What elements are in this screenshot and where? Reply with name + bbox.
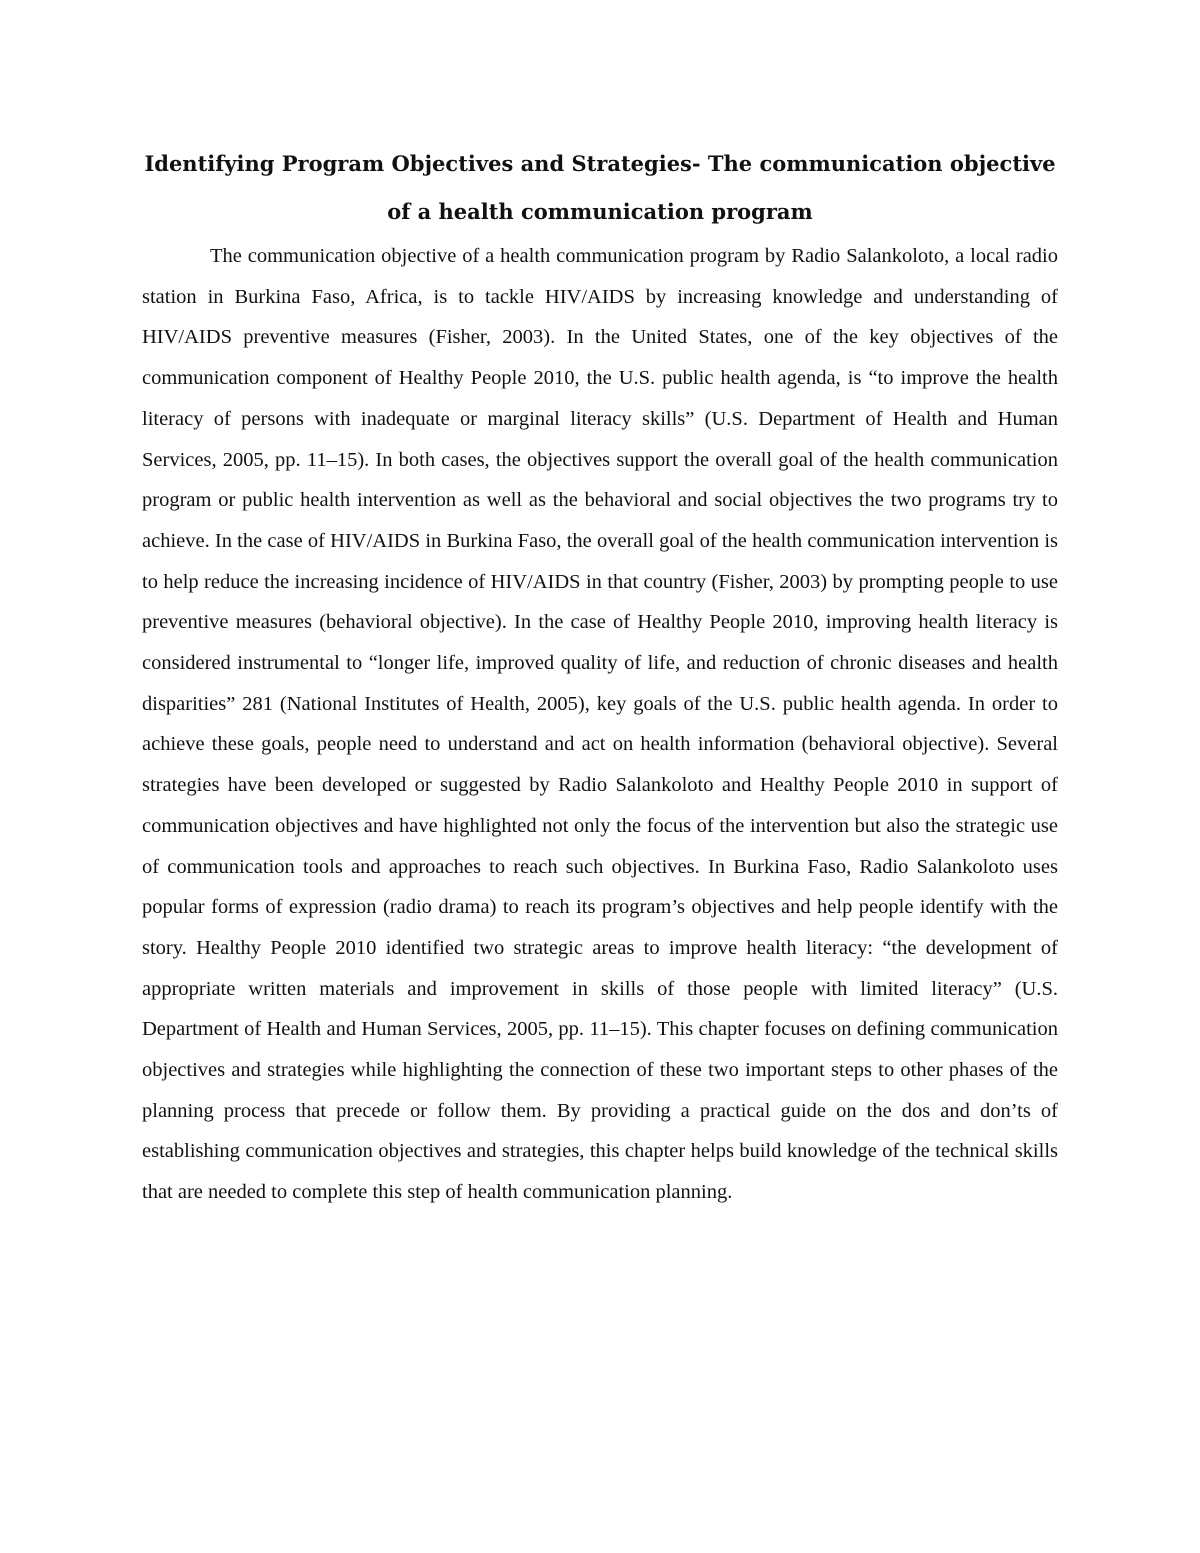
body-paragraph: The communication objective of a health communication program by Radio Salankoloto, a local radio station in Burkina Faso, Africa, is to tackle HIV/AIDS by increasing knowledge and understanding of HIV/AIDS preventive measures (Fisher, 2003). In the United States, one of the key objectives of the communication component of Healthy People 2010, the U.S. public health agenda, is “to improve the health literacy of persons with inadequate or marginal literacy skills” (U.S. Department of Health and Human Services, 2005, pp. 11–15). In both cases, the objectives support the overall goal of the health communication program or public health intervention as well as the behavioral and social objectives the two programs try to achieve. In the case of HIV/AIDS in Burkina Faso, the overall goal of the health communication intervention is to help reduce the increasing incidence of HIV/AIDS in that country (Fisher, 2003) by prompting people to use preventive measures (behavioral objective). In the case of Healthy People 2010, improving health literacy is considered instrumental to “longer life, improved quality of life, and reduction of chronic diseases and health disparities” 281 (National Institutes of Health, 2005), key goals of the U.S. public health agenda. In order to achieve these goals, people need to understand and act on health information (behavioral objective). Several strategies have been developed or suggested by Radio Salankoloto and Healthy People 2010 in support of communication objectives and have highlighted not only the focus of the intervention but also the strategic use of communication tools and approaches to reach such objectives. In Burkina Faso, Radio Salankoloto uses popular forms of expression (radio drama) to reach its program’s objectives and help people identify with the story. Healthy People 2010 identified two strategic areas to improve health literacy: “the development of appropriate written materials and improvement in skills of those people with limited literacy” (U.S. Department of Health and Human Services, 2005, pp. 11–15). This chapter focuses on defining communication objectives and strategies while highlighting the connection of these two important steps to other phases of the planning process that precede or follow them. By providing a practical guide on the dos and don’ts of establishing communication objectives and strategies, this chapter helps build knowledge of the technical skills that are needed to complete this step of health communication planning. [142, 245, 1058, 1204]
document-body [142, 140, 1058, 1213]
document-title: Identifying Program Objectives and Strategies- The communication objective of a health communication program [144, 151, 1056, 224]
